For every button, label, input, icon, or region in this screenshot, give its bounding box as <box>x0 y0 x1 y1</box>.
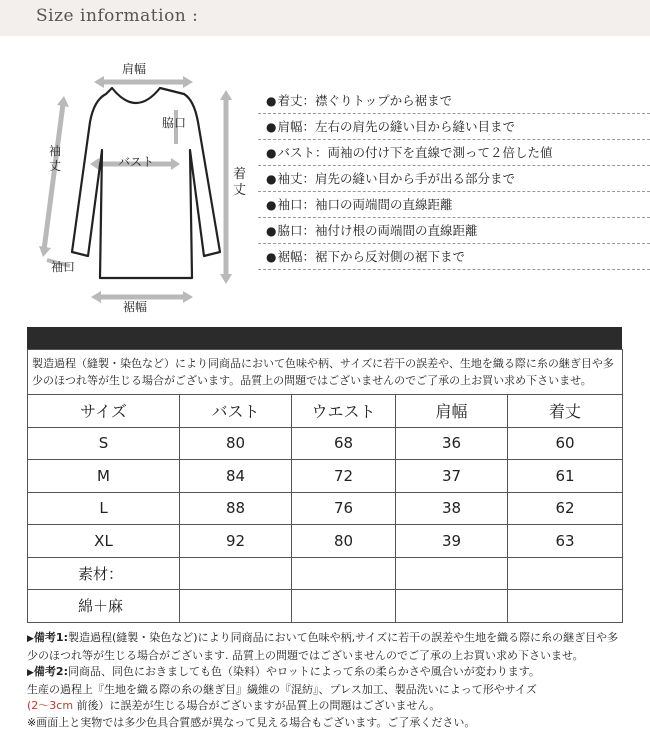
footer-line-4-text: 前後）に誤差が生じる場合がございますが品質上の問題はございません。 <box>73 699 441 712</box>
column-header: ウエスト <box>292 395 396 428</box>
table-cell: 60 <box>508 427 623 460</box>
table-cell <box>180 557 292 590</box>
note-1-label: 備考1: <box>33 631 68 644</box>
material-value: 綿＋麻 <box>28 590 180 623</box>
table-cell: 61 <box>508 460 623 493</box>
table-header-row <box>28 395 623 428</box>
diagram-label-shoulder: 肩幅 <box>122 62 147 76</box>
footer-line-5: ※画面上と実物では多少色具合質感が異なって見える場合もございます。ご了承ください。 <box>27 715 476 729</box>
table-cell: 39 <box>396 525 508 558</box>
table-cell: M <box>28 460 180 493</box>
legend-item <box>258 88 650 114</box>
page-title: Size information : <box>36 6 199 26</box>
material-label-row <box>28 557 623 590</box>
material-label: 素材： <box>28 557 180 590</box>
legend-text: 袖口：袖口の両端間の直線距離 <box>277 197 453 212</box>
table-row <box>28 525 623 558</box>
legend-text: 脇口：袖付け根の両端間の直線距離 <box>277 223 478 238</box>
material-value-row <box>28 590 623 623</box>
legend-text: 裾幅：裾下から反対側の裾下まで <box>277 249 465 264</box>
footer-notes <box>27 630 627 731</box>
diagram-label-length-bottom: 丈 <box>233 183 247 198</box>
table-cell: S <box>28 427 180 460</box>
table-cell: 72 <box>292 460 396 493</box>
table-cell: 68 <box>292 427 396 460</box>
diagram-label-cuff: 袖口 <box>51 260 76 274</box>
garment-diagram <box>36 52 266 322</box>
bullet-icon: ● <box>266 198 277 212</box>
size-table <box>27 349 623 623</box>
legend-item <box>258 140 650 166</box>
table-cell: 88 <box>180 492 292 525</box>
legend-text: バスト：両袖の付け下を直線で測って２倍した値 <box>277 145 553 160</box>
table-cell <box>180 590 292 623</box>
legend-text: 袖丈：肩先の縫い目から手が出る部分まで <box>277 171 515 186</box>
table-cell: 76 <box>292 492 396 525</box>
legend-text: 肩幅：左右の肩先の縫い目から縫い目まで <box>277 119 515 134</box>
legend-item <box>258 192 650 218</box>
table-row <box>28 492 623 525</box>
footer-line-3: 生産の過程上『生地を織る際の糸の継ぎ目』繊維の『混紡』、プレス加工、製品洗いによって形やサイズ <box>27 682 537 696</box>
legend-item <box>258 218 650 244</box>
diagram-label-armhole: 脇口 <box>162 116 187 130</box>
table-cell: 80 <box>180 427 292 460</box>
triangle-icon: ▶ <box>27 668 34 678</box>
table-cell: 62 <box>508 492 623 525</box>
table-cell: XL <box>28 525 180 558</box>
table-cell <box>396 590 508 623</box>
table-cell <box>508 590 623 623</box>
table-cell: L <box>28 492 180 525</box>
diagram-label-sleeve-top: 袖 <box>49 144 62 158</box>
legend-text: 着丈：襟ぐりトップから裾まで <box>277 93 453 108</box>
note-2-text: 同商品、同色におきましても色（染料）やロットによって糸の柔らかさや風合いが変わります。 <box>67 665 540 678</box>
column-header: 着丈 <box>508 395 623 428</box>
footer-note-1 <box>27 630 627 664</box>
table-cell: 38 <box>396 492 508 525</box>
table-header-bar <box>27 327 622 349</box>
diagram-label-length-top: 着 <box>233 167 247 182</box>
table-cell: 92 <box>180 525 292 558</box>
table-cell: 36 <box>396 427 508 460</box>
bullet-icon: ● <box>266 224 277 238</box>
legend-item <box>258 244 650 270</box>
footer-line-4 <box>27 698 627 715</box>
note-2-label: 備考2: <box>33 665 68 678</box>
bullet-icon: ● <box>266 146 277 160</box>
bullet-icon: ● <box>266 250 277 264</box>
column-header: 肩幅 <box>396 395 508 428</box>
note-1-text: 製造過程(縫製・染色など)により同商品において色味や柄,サイズに若干の誤差や生地を織る際に糸の継ぎ目や多少のほつれ等が生じる場合がございます. 品質上の問題ではございませんのでご了承の上お買い求め下さいませ。 <box>27 631 619 662</box>
diagram-label-hem: 裾幅 <box>123 300 148 314</box>
table-note: 製造過程（縫製・染色など）により同商品において色味や柄、サイズに若干の誤差や、生地を織る際に糸の継ぎ目や多少のほつれ等が生じる場合がございます。品質上の問題ではございませんのでご了承の上お買い求め下さいませ。 <box>28 350 623 395</box>
table-cell: 63 <box>508 525 623 558</box>
table-cell: 84 <box>180 460 292 493</box>
triangle-icon: ▶ <box>27 634 34 644</box>
tolerance-range: (2～3cm <box>27 699 74 712</box>
bullet-icon: ● <box>266 94 277 108</box>
column-header: サイズ <box>28 395 180 428</box>
table-note-row <box>28 350 623 395</box>
table-cell: 37 <box>396 460 508 493</box>
table-cell <box>508 557 623 590</box>
legend-item <box>258 166 650 192</box>
table-row <box>28 427 623 460</box>
legend-item <box>258 114 650 140</box>
table-cell: 80 <box>292 525 396 558</box>
table-cell <box>292 590 396 623</box>
table-cell <box>292 557 396 590</box>
diagram-label-bust: バスト <box>118 155 155 169</box>
table-row <box>28 460 623 493</box>
footer-note-2 <box>27 664 627 682</box>
diagram-label-sleeve-bottom: 丈 <box>49 159 62 173</box>
bullet-icon: ● <box>266 172 277 186</box>
table-cell <box>396 557 508 590</box>
bullet-icon: ● <box>266 120 277 134</box>
column-header: バスト <box>180 395 292 428</box>
measurement-legend <box>258 88 650 270</box>
